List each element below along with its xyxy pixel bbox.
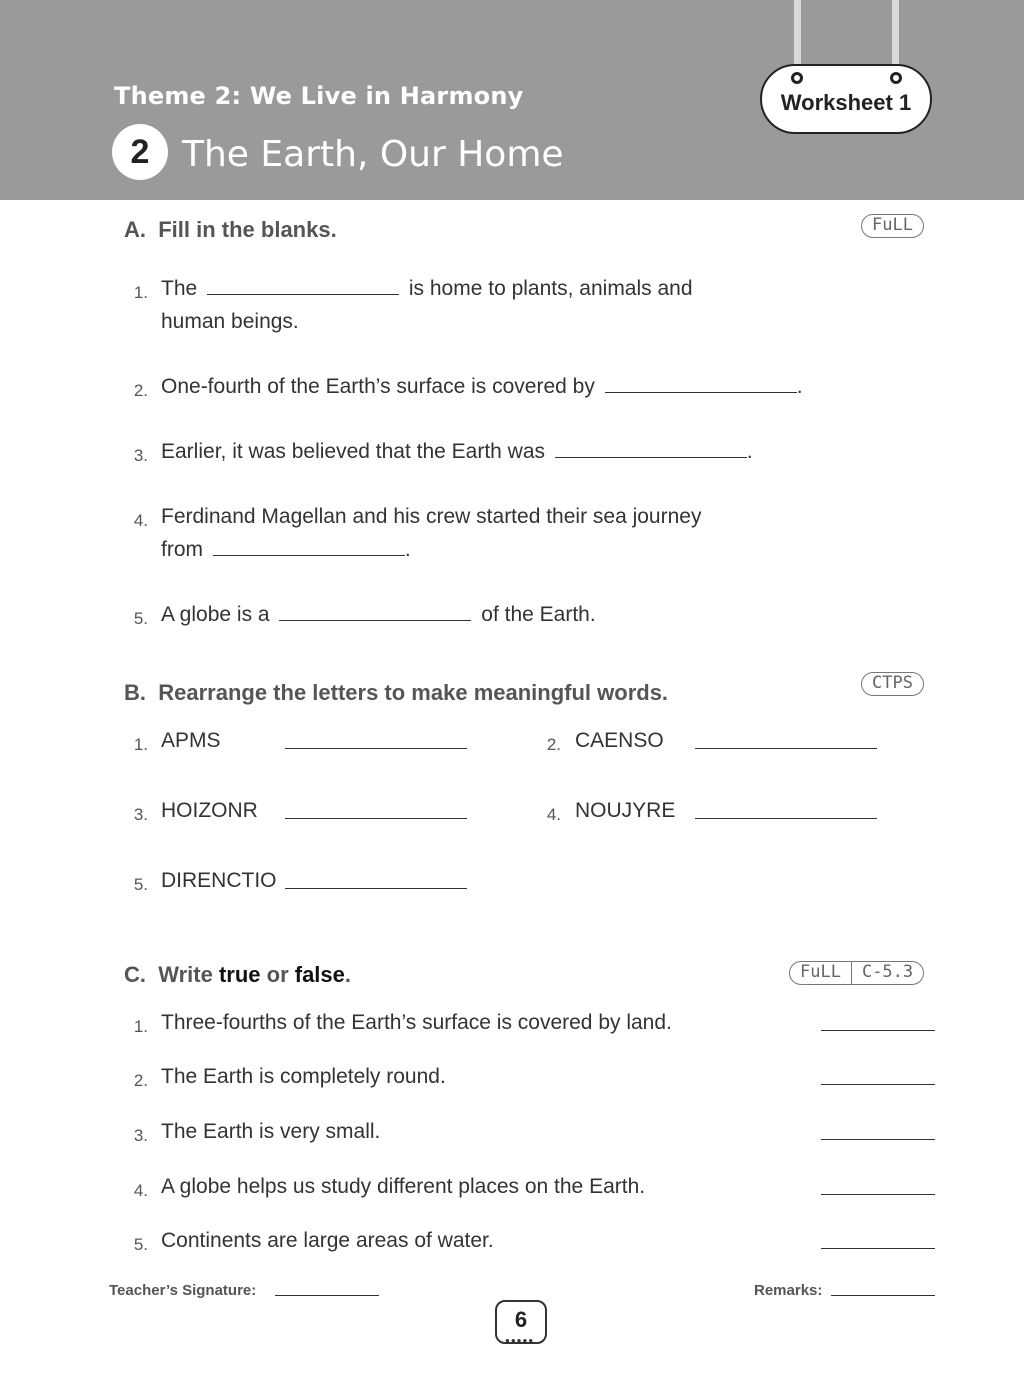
item-number: 5. <box>133 1235 148 1254</box>
answer-blank[interactable] <box>279 604 471 621</box>
hanger-ring-icon <box>791 72 803 84</box>
item-number: 3. <box>133 446 148 465</box>
item-number: 1. <box>133 283 148 302</box>
section-b-title: B. Rearrange the letters to make meaningful words. <box>124 680 669 705</box>
answer-blank[interactable] <box>213 539 405 556</box>
item-number: 2. <box>133 381 148 400</box>
item-number: 4. <box>546 805 561 824</box>
answer-line[interactable] <box>695 748 877 749</box>
item-number: 4. <box>133 1181 148 1200</box>
answer-line[interactable] <box>821 1248 935 1249</box>
question-text: from . <box>161 538 411 561</box>
item-number: 1. <box>133 735 148 754</box>
item-number: 3. <box>133 1126 148 1145</box>
section-a-skill-tag: FuLL <box>861 214 924 238</box>
answer-blank[interactable] <box>555 441 747 458</box>
answer-line[interactable] <box>821 1030 935 1031</box>
section-a-title: A. Fill in the blanks. <box>124 217 337 242</box>
question-text: human beings. <box>161 310 299 333</box>
answer-line[interactable] <box>821 1194 935 1195</box>
section-c-title: C. Write true or false. <box>124 962 352 987</box>
remarks-label: Remarks: <box>754 1282 823 1299</box>
section-b-skill-tag: CTPS <box>861 672 924 696</box>
item-number: 4. <box>133 511 148 530</box>
jumbled-word: HOIZONR <box>161 799 258 822</box>
answer-line[interactable] <box>821 1139 935 1140</box>
question-text: The is home to plants, animals and <box>161 277 693 300</box>
page-number: 6 <box>495 1300 547 1344</box>
statement-text: A globe helps us study different places on the Earth. <box>161 1175 646 1198</box>
answer-line[interactable] <box>285 818 467 819</box>
answer-blank[interactable] <box>207 278 399 295</box>
page-badge-dots-icon: ●●●●● <box>505 1336 535 1345</box>
item-number: 5. <box>133 875 148 894</box>
jumbled-word: CAENSO <box>575 729 664 752</box>
question-text: Ferdinand Magellan and his crew started their sea journey <box>161 505 702 528</box>
remarks-line[interactable] <box>831 1295 935 1296</box>
statement-text: The Earth is very small. <box>161 1120 381 1143</box>
answer-line[interactable] <box>285 888 467 889</box>
question-text: Earlier, it was believed that the Earth was . <box>161 440 753 463</box>
item-number: 2. <box>133 1071 148 1090</box>
statement-text: The Earth is completely round. <box>161 1065 446 1088</box>
answer-line[interactable] <box>285 748 467 749</box>
question-text: A globe is a of the Earth. <box>161 603 596 626</box>
chapter-number-badge: 2 <box>112 124 168 180</box>
hanger-rod-right <box>892 0 899 74</box>
jumbled-word: DIRENCTIO <box>161 869 277 892</box>
hanger-rod-left <box>794 0 801 74</box>
answer-blank[interactable] <box>605 376 797 393</box>
answer-line[interactable] <box>821 1084 935 1085</box>
hanger-ring-icon <box>890 72 902 84</box>
item-number: 5. <box>133 609 148 628</box>
signature-line[interactable] <box>275 1295 379 1296</box>
chapter-title: The Earth, Our Home <box>182 134 564 175</box>
question-text: One-fourth of the Earth’s surface is covered by . <box>161 375 803 398</box>
statement-text: Continents are large areas of water. <box>161 1229 494 1252</box>
jumbled-word: NOUJYRE <box>575 799 676 822</box>
item-number: 1. <box>133 1017 148 1036</box>
item-number: 2. <box>546 735 561 754</box>
theme-title: Theme 2: We Live in Harmony <box>114 82 524 110</box>
jumbled-word: APMS <box>161 729 221 752</box>
section-c-skill-tag: FuLL C-5.3 <box>789 961 924 985</box>
statement-text: Three-fourths of the Earth’s surface is covered by land. <box>161 1011 672 1034</box>
item-number: 3. <box>133 805 148 824</box>
answer-line[interactable] <box>695 818 877 819</box>
teacher-signature-label: Teacher’s Signature: <box>109 1282 257 1299</box>
worksheet-tag: Worksheet 1 <box>760 64 932 134</box>
